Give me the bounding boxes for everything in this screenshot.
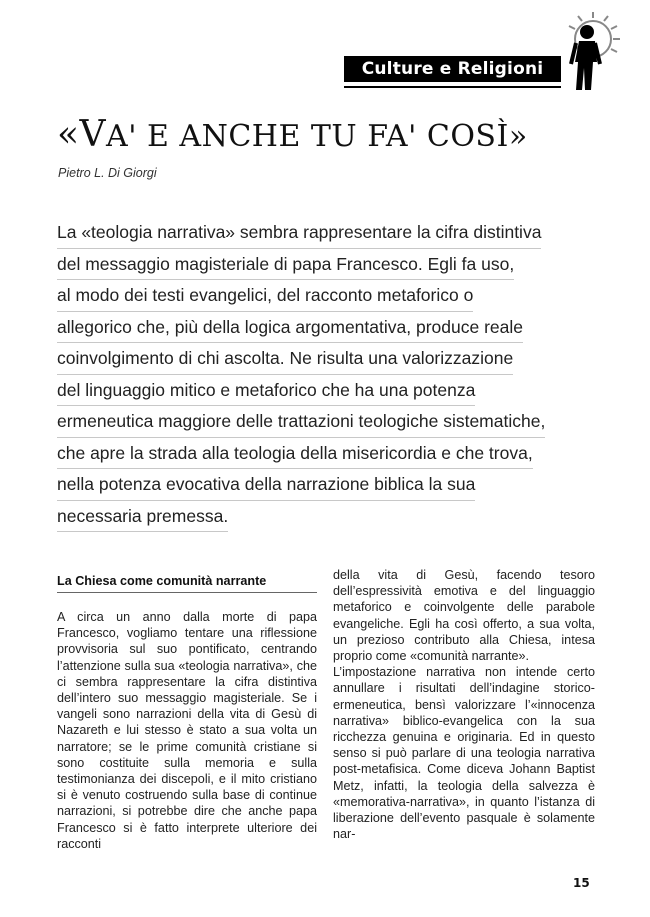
body-column-left: [57, 609, 317, 852]
article-title: [57, 114, 528, 155]
title-rest: A' E ANCHE TU FA' COSÌ»: [106, 119, 528, 154]
abstract-line: del messaggio magisteriale di papa Francesco. Egli fa uso,: [57, 249, 514, 281]
abstract-line: al modo dei testi evangelici, del racconto metaforico o: [57, 280, 473, 312]
abstract-line: ermeneutica maggiore delle trattazioni teologiche sistematiche,: [57, 406, 545, 438]
walking-figure-sun-icon: [566, 12, 620, 92]
abstract-line: allegorico che, più della logica argomentativa, produce reale: [57, 312, 523, 344]
abstract-line: coinvolgimento di chi ascolta. Ne risulta una valorizzazione: [57, 343, 513, 375]
body-paragraph: L’impostazione narrativa non intende certo annullare i risultati dell’indagine storico-ermeneutica, bensì valorizzare l’«innocenza narrativa» biblico-evangelica con la sua ricchezza genuina e originaria. Ed in questo senso si può parlare di una teologia narrativa post-metafisica. Come diceva Johann Baptist Metz, infatti, la teologia della salvezza è «memorativa-narrativa», in quanto l’istanza di liberazione dell’evento pasquale è solamente nar-: [333, 665, 595, 842]
author-byline: Pietro L. Di Giorgi: [58, 166, 157, 180]
section-badge: Culture e Religioni: [344, 56, 561, 82]
header-rule: [344, 86, 561, 88]
abstract: [57, 217, 577, 532]
abstract-line: La «teologia narrativa» sembra rappresentare la cifra distintiva: [57, 217, 541, 249]
body-paragraph: della vita di Gesù, facendo tesoro dell’espressività emotiva e del linguaggio metaforico e coinvolgente delle parabole evangeliche. Egli ha così offerto, a sua volta, un prezioso contributo alla Chiesa, intesa proprio come «comunità narrante».: [333, 568, 595, 664]
abstract-line: nella potenza evocativa della narrazione biblica la sua: [57, 469, 475, 501]
page-number: 15: [573, 876, 590, 890]
abstract-line: del linguaggio mitico e metaforico che ha una potenza: [57, 375, 475, 407]
title-initial: «V: [57, 114, 107, 155]
abstract-line: necessaria premessa.: [57, 501, 228, 533]
section-heading: La Chiesa come comunità narrante: [57, 574, 267, 588]
body-column-right: [333, 567, 595, 842]
heading-rule: [57, 592, 317, 593]
abstract-line: che apre la strada alla teologia della misericordia e che trova,: [57, 438, 533, 470]
body-paragraph: A circa un anno dalla morte di papa Francesco, vogliamo tentare una riflessione provvisoria sul suo pontificato, centrando l’attenzione sulla sua «teologia narrativa», che ci sembra rappresentare la cifra distintiva dell’intero suo messaggio magisteriale. Se i vangeli sono narrazioni della vita di Gesù di Nazareth e lui stesso è stato a sua volta un narratore; se le prime comunità cristiane si sono costituite sulla memoria e sulla testimonianza dei discepoli, e il mito cristiano si è venuto costruendo sulla base di continue narrazioni, si potrebbe dire che anche papa Francesco si è fatto interprete ulteriore dei racconti: [57, 610, 317, 851]
